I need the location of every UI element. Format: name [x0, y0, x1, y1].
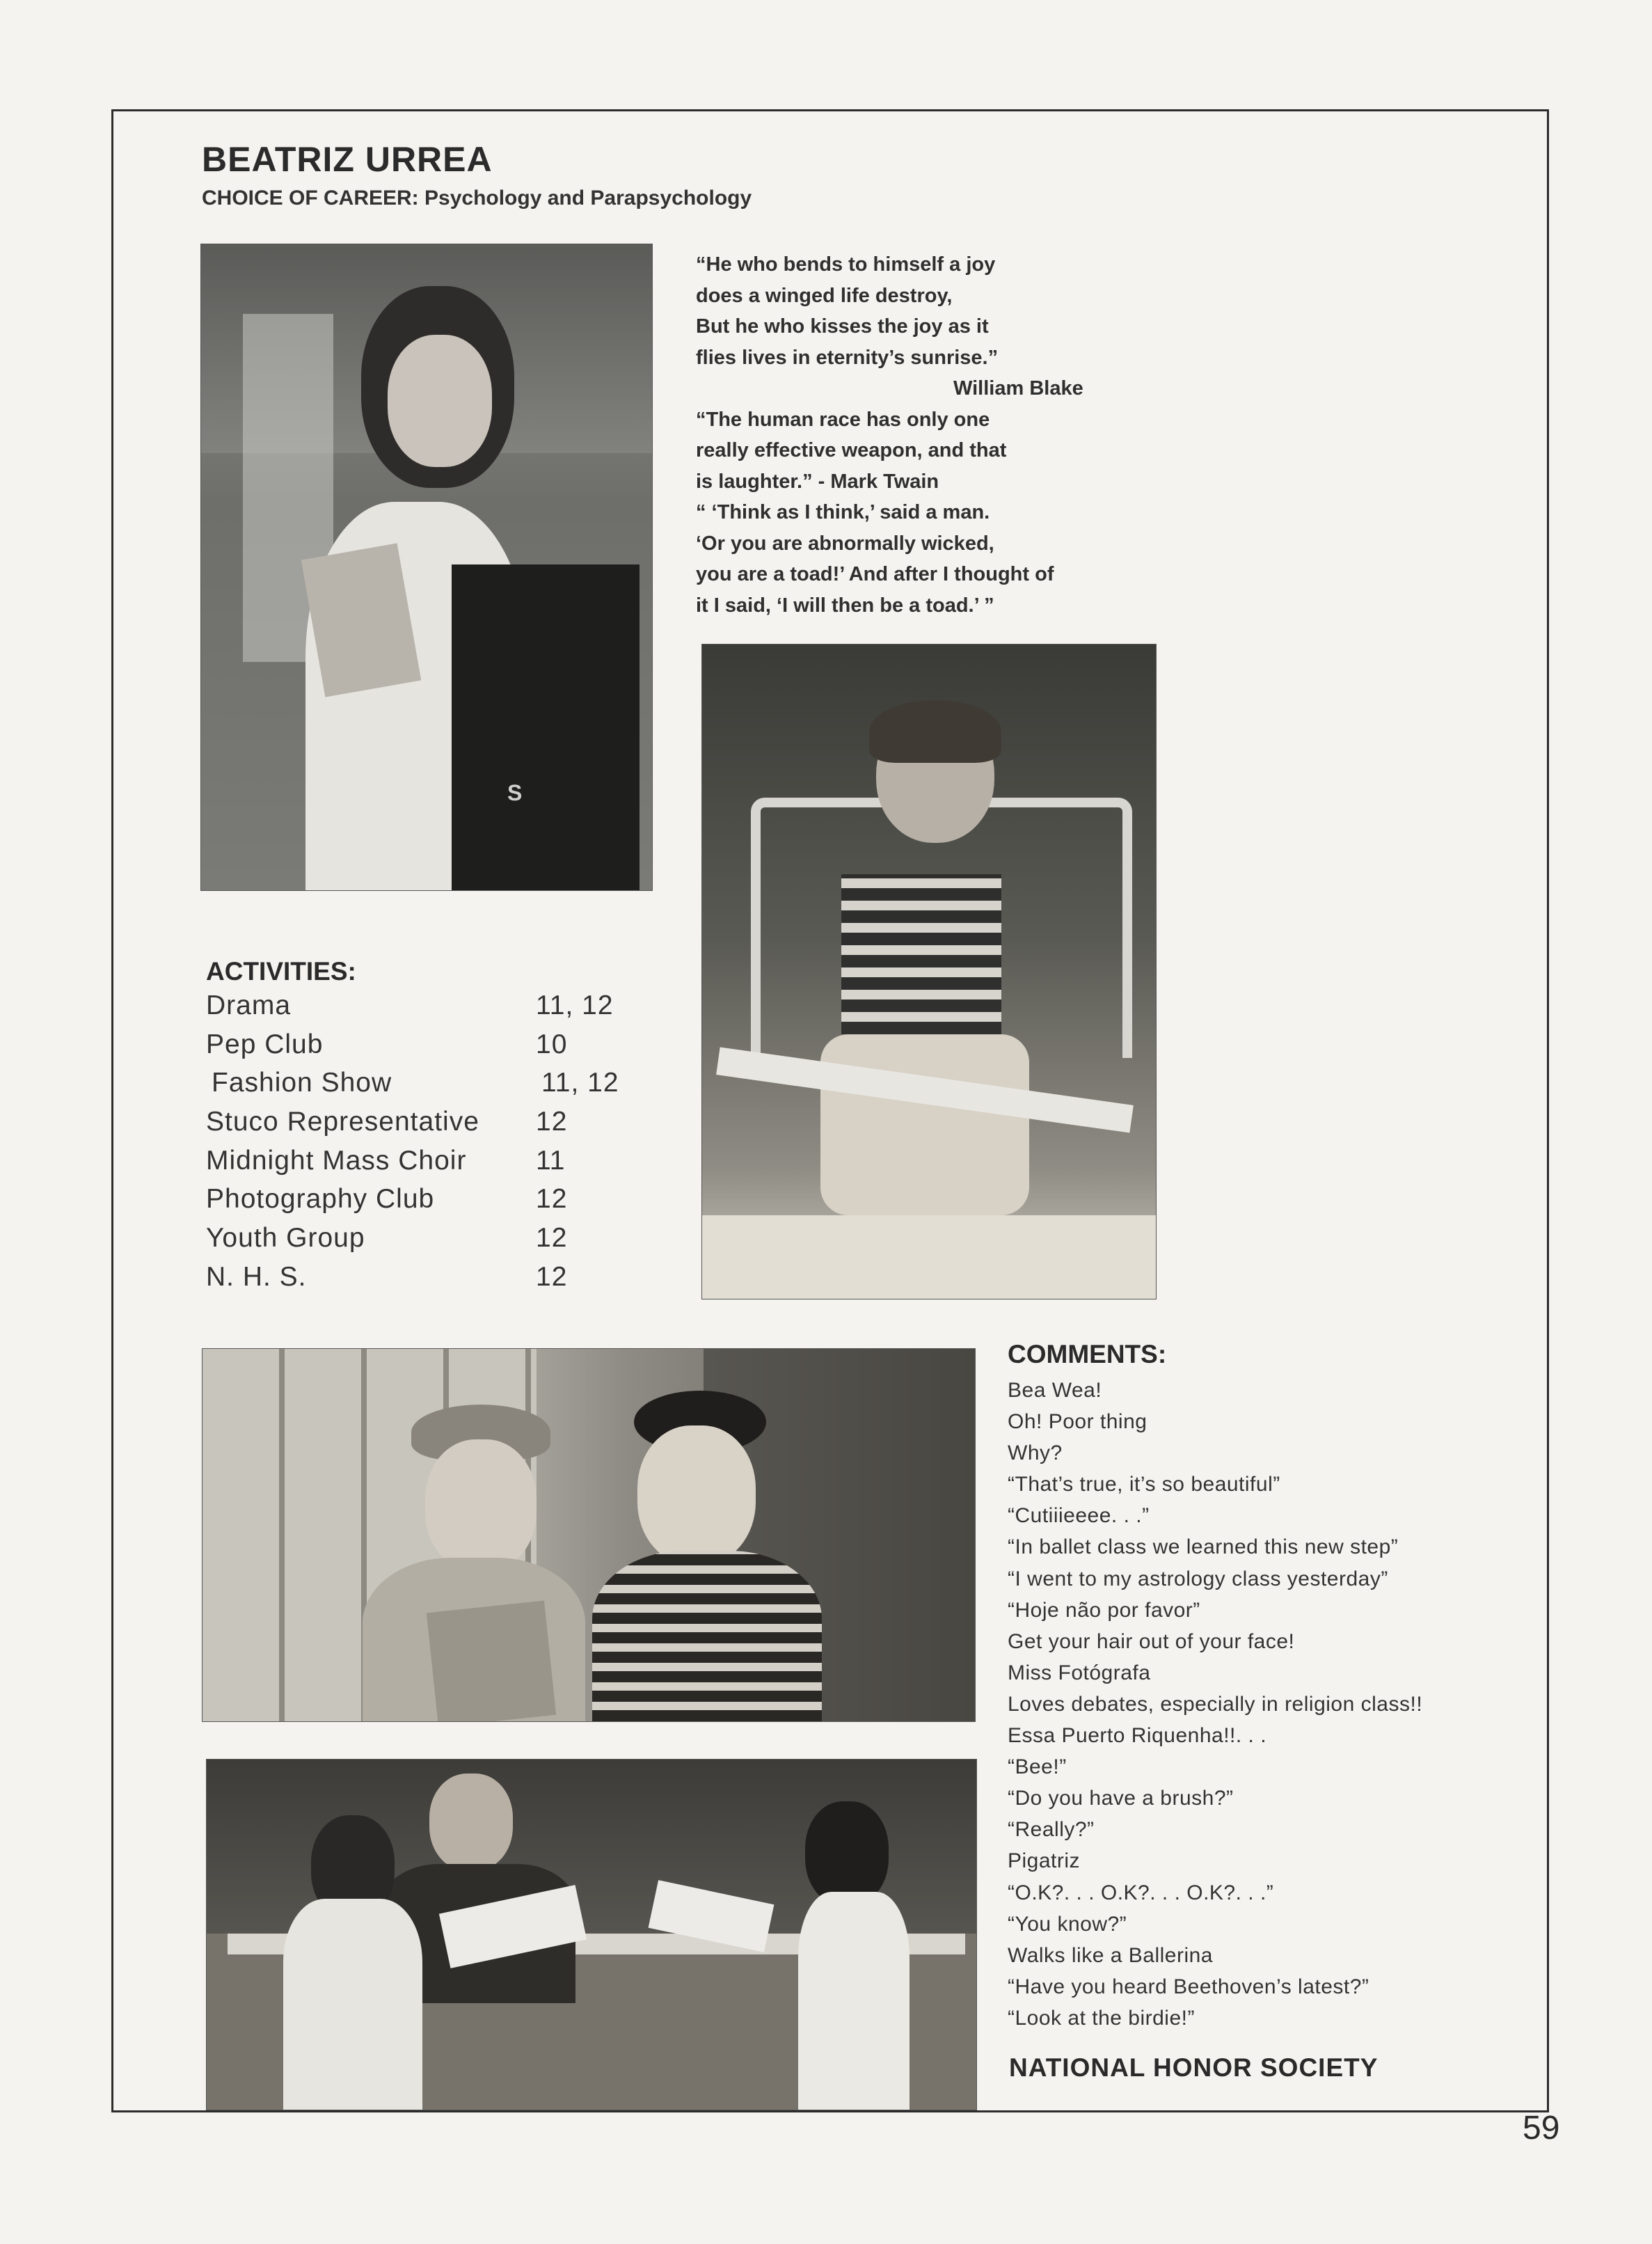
- childhood-beach-photo: [701, 644, 1157, 1299]
- activity-name: N. H. S.: [206, 1261, 307, 1292]
- activity-row: [206, 990, 651, 1029]
- honor-society-label: NATIONAL HONOR SOCIETY: [1009, 2053, 1379, 2082]
- comment-line: “In ballet class we learned this new step”: [1008, 1535, 1399, 1559]
- activity-name: Fashion Show: [212, 1068, 392, 1098]
- activity-years: 12: [536, 1261, 568, 1292]
- comment-line: “Do you have a brush?”: [1008, 1787, 1234, 1810]
- bag-logo-text: S: [507, 780, 523, 805]
- activity-years: 11, 12: [536, 990, 614, 1020]
- activity-name: Stuco Representative: [206, 1107, 479, 1137]
- activities-section: [206, 957, 651, 1301]
- comment-line: “You know?”: [1008, 1912, 1127, 1936]
- comment-line: “Hoje não por favor”: [1008, 1598, 1200, 1622]
- comment-line: Loves debates, especially in religion class!!: [1008, 1692, 1423, 1716]
- quote-line: flies lives in eternity’s sunrise.”: [696, 346, 999, 369]
- activity-row: [206, 1146, 651, 1185]
- activity-years: 12: [536, 1184, 568, 1215]
- activity-row: [206, 1223, 651, 1262]
- comment-line: “That’s true, it’s so beautiful”: [1008, 1473, 1280, 1496]
- comments-heading: COMMENTS:: [1008, 1340, 1167, 1368]
- comment-line: “Look at the birdie!”: [1008, 2006, 1195, 2030]
- portrait-photo: [200, 244, 653, 891]
- activity-years: 12: [536, 1223, 568, 1254]
- comment-line: “I went to my astrology class yesterday”: [1008, 1567, 1388, 1590]
- comment-line: Miss Fotógrafa: [1008, 1661, 1151, 1684]
- activity-name: Midnight Mass Choir: [206, 1145, 467, 1176]
- activity-row: [206, 1262, 651, 1301]
- comment-line: Pigatriz: [1008, 1849, 1081, 1873]
- activity-years: 11: [536, 1145, 566, 1176]
- classroom-photo: [206, 1759, 977, 2110]
- quote-line: is laughter.” - Mark Twain: [696, 470, 939, 493]
- lockers-friends-photo: [202, 1348, 976, 1722]
- quote-line: “The human race has only one: [696, 408, 990, 431]
- activity-name: Youth Group: [206, 1223, 365, 1254]
- comment-line: Bea Wea!: [1008, 1379, 1102, 1402]
- comment-line: Oh! Poor thing: [1008, 1410, 1147, 1434]
- activity-row: [206, 1107, 651, 1146]
- comment-line: “Cutiiieeee. . .”: [1008, 1504, 1150, 1528]
- quote-line: does a winged life destroy,: [696, 284, 953, 307]
- activity-name: Pep Club: [206, 1029, 324, 1059]
- quotes-block: [696, 249, 1183, 621]
- quote-line: you are a toad!’ And after I thought of: [696, 563, 1054, 585]
- comment-line: Why?: [1008, 1441, 1063, 1465]
- activity-name: Drama: [206, 990, 292, 1020]
- comment-line: Essa Puerto Riquenha!!. . .: [1008, 1724, 1267, 1748]
- quote-line: “ ‘Think as I think,’ said a man.: [696, 501, 990, 523]
- quote-line: ‘Or you are abnormally wicked,: [696, 532, 994, 555]
- activity-years: 10: [536, 1029, 568, 1059]
- quote-line: But he who kisses the joy as it: [696, 315, 989, 338]
- quote-line: “He who bends to himself a joy: [696, 253, 996, 276]
- comments-section: [1008, 1340, 1523, 2034]
- quote-line: really effective weapon, and that: [696, 439, 1007, 461]
- student-name: BEATRIZ URREA: [202, 140, 493, 179]
- comment-line: “O.K?. . . O.K?. . . O.K?. . .”: [1008, 1881, 1274, 1904]
- activity-years: 11, 12: [541, 1068, 619, 1098]
- page-number: 59: [1523, 2110, 1560, 2147]
- activity-row: [206, 1068, 651, 1107]
- comment-line: Walks like a Ballerina: [1008, 1943, 1213, 1967]
- comment-line: “Really?”: [1008, 1818, 1095, 1842]
- activity-years: 12: [536, 1107, 568, 1137]
- comment-line: Get your hair out of your face!: [1008, 1629, 1295, 1653]
- activity-name: Photography Club: [206, 1184, 435, 1215]
- activity-row: [206, 1029, 651, 1068]
- comment-line: “Have you heard Beethoven’s latest?”: [1008, 1975, 1369, 1998]
- activity-row: [206, 1184, 651, 1223]
- career-choice: CHOICE OF CAREER: Psychology and Parapsychology: [202, 187, 752, 210]
- quote-attribution: William Blake: [953, 377, 1083, 400]
- quote-line: it I said, ‘I will then be a toad.’ ”: [696, 594, 994, 617]
- comment-line: “Bee!”: [1008, 1755, 1067, 1779]
- activities-heading: ACTIVITIES:: [206, 957, 356, 986]
